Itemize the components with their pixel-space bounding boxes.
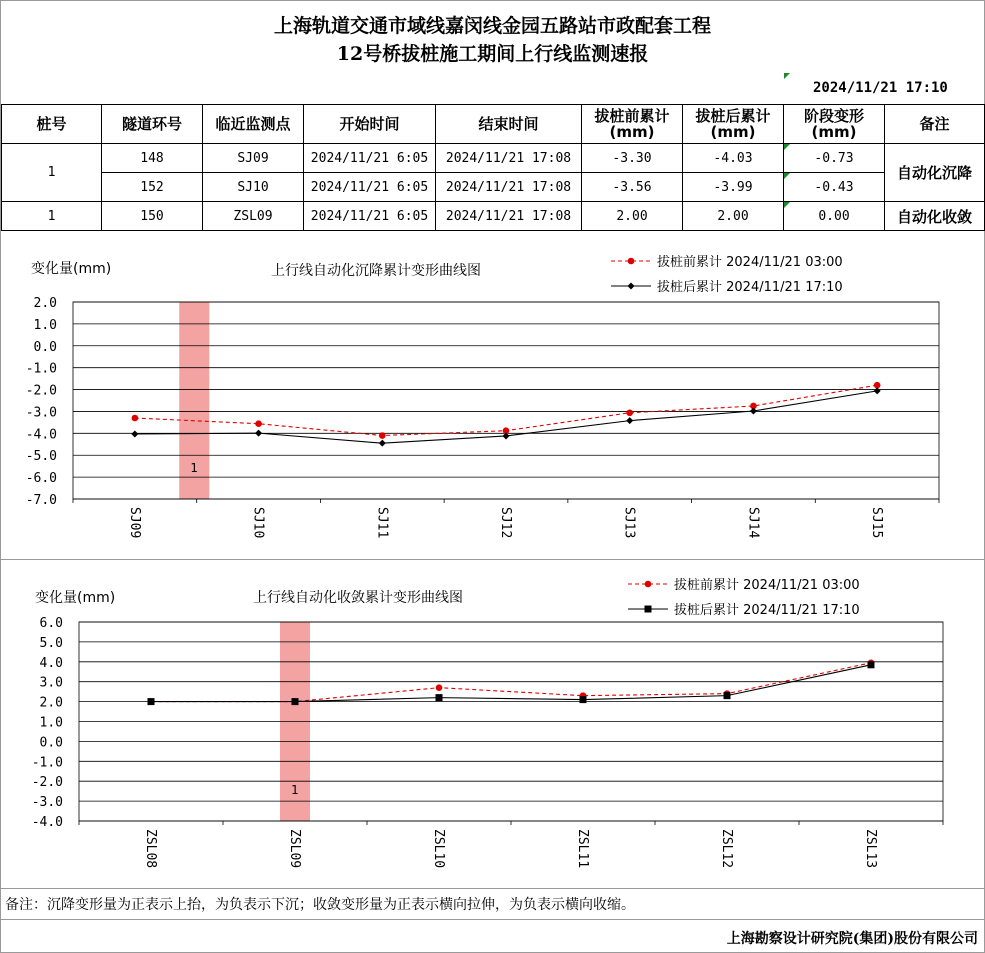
col-header-end: 结束时间 — [436, 105, 582, 144]
cell-pile: 1 — [2, 144, 102, 202]
y-tick-label: -6.0 — [25, 471, 57, 487]
y-tick-label: 5.0 — [39, 635, 63, 651]
cell-after: -4.03 — [683, 144, 784, 173]
x-tick-label: SJ13 — [621, 507, 637, 539]
cell-flag-icon — [784, 73, 790, 79]
cell-stage — [784, 173, 885, 202]
y-tick-label: -1.0 — [25, 361, 57, 377]
y-tick-label: 6.0 — [39, 616, 63, 631]
data-point — [131, 430, 138, 437]
highlight-label: 1 — [190, 461, 199, 475]
data-point — [724, 692, 731, 699]
table-row — [2, 144, 985, 173]
y-tick-label: -1.0 — [31, 755, 63, 771]
x-tick-label: ZSL11 — [575, 829, 590, 869]
legend-label: 拔桩后累计 2024/11/21 17:10 — [674, 603, 860, 618]
report-title: 上海轨道交通市域线嘉闵线金园五路站市政配套工程 — [273, 15, 711, 37]
y-tick-label: -4.0 — [31, 815, 63, 830]
monitoring-table — [1, 104, 985, 231]
cell-start: 2024/11/21 6:05 — [304, 202, 436, 231]
cell-stage — [784, 202, 885, 231]
col-header-before: 拔桩前累计(mm) — [582, 105, 683, 144]
legend-label: 拔桩前累计 2024/11/21 03:00 — [657, 255, 843, 270]
cell-end: 2024/11/21 17:08 — [436, 202, 582, 231]
col-header-stage: 阶段变形(mm) — [784, 105, 885, 144]
col-header-start: 开始时间 — [304, 105, 436, 144]
cell-ring: 148 — [102, 144, 203, 173]
x-tick-label: ZSL09 — [287, 829, 302, 869]
y-tick-label: 1.0 — [39, 715, 63, 731]
cell-before: -3.30 — [582, 144, 683, 173]
y-tick-label: 3.0 — [39, 675, 63, 691]
table-header-row — [2, 105, 985, 144]
data-point — [132, 415, 139, 422]
x-tick-label: SJ14 — [745, 507, 761, 539]
legend-label: 拔桩后累计 2024/11/21 17:10 — [657, 280, 843, 295]
y-tick-label: 2.0 — [39, 695, 63, 711]
col-header-after: 拔桩后累计(mm) — [683, 105, 784, 144]
section-divider — [1, 888, 984, 889]
cell-flag-icon — [784, 144, 790, 150]
data-point — [626, 409, 633, 416]
y-tick-label: 1.0 — [33, 317, 57, 333]
y-tick-label: -3.0 — [25, 405, 57, 421]
x-tick-label: SJ10 — [250, 507, 266, 539]
section-divider — [1, 919, 984, 920]
y-tick-label: 0.0 — [33, 339, 57, 355]
x-tick-label: ZSL10 — [431, 829, 446, 869]
cell-before: 2.00 — [582, 202, 683, 231]
cell-ring: 150 — [102, 202, 203, 231]
data-point — [645, 606, 652, 613]
series-line — [151, 663, 871, 702]
cell-remark: 自动化沉降 — [885, 144, 985, 202]
cell-end: 2024/11/21 17:08 — [436, 144, 582, 173]
data-point — [580, 696, 587, 703]
y-tick-label: -2.0 — [25, 383, 57, 399]
cell-pile: 1 — [2, 202, 102, 231]
chart-ylabel: 变化量(mm) — [35, 590, 116, 606]
data-point — [436, 694, 443, 701]
data-point — [645, 581, 652, 588]
y-tick-label: -2.0 — [31, 775, 63, 791]
x-tick-label: SJ12 — [498, 507, 513, 539]
y-tick-label: -7.0 — [25, 493, 57, 508]
cell-flag-icon — [784, 173, 790, 179]
x-tick-label: ZSL13 — [863, 829, 878, 869]
company-name: 上海勘察设计研究院(集团)股份有限公司 — [726, 931, 978, 947]
cell-after: -3.99 — [683, 173, 784, 202]
data-point — [874, 387, 881, 394]
legend-label: 拔桩前累计 2024/11/21 03:00 — [674, 578, 860, 593]
cell-stage-value: -0.73 — [814, 150, 854, 166]
cell-point: ZSL09 — [203, 202, 304, 231]
cell-start: 2024/11/21 6:05 — [304, 173, 436, 202]
cell-after: 2.00 — [683, 202, 784, 231]
cell-flag-icon — [784, 202, 790, 208]
cell-start: 2024/11/21 6:05 — [304, 144, 436, 173]
convergence-chart — [1, 560, 984, 887]
report-time: 2024/11/21 17:10 — [813, 80, 948, 96]
table-row — [2, 202, 985, 231]
y-tick-label: -5.0 — [25, 449, 57, 465]
cell-stage-value: -0.43 — [814, 179, 854, 195]
chart-title: 上行线自动化收敛累计变形曲线图 — [253, 590, 463, 606]
data-point — [626, 417, 633, 424]
y-tick-label: 0.0 — [39, 735, 63, 751]
y-tick-label: -4.0 — [25, 427, 57, 443]
data-point — [379, 440, 386, 447]
data-point — [436, 684, 443, 691]
cell-remark: 自动化收敛 — [885, 202, 985, 231]
y-tick-label: 2.0 — [33, 296, 57, 311]
x-tick-label: SJ15 — [869, 507, 885, 539]
data-point — [628, 283, 635, 290]
footer-note: 备注：沉降变形量为正表示上抬，为负表示下沉；收敛变形量为正表示横向拉伸，为负表示横向收缩。 — [5, 897, 635, 913]
data-point — [868, 661, 875, 668]
col-header-pile: 桩号 — [2, 105, 102, 144]
cell-before: -3.56 — [582, 173, 683, 202]
settlement-chart — [1, 233, 984, 559]
cell-stage — [784, 144, 885, 173]
cell-point: SJ09 — [203, 144, 304, 173]
chart-ylabel: 变化量(mm) — [31, 261, 112, 277]
col-header-remark: 备注 — [885, 105, 985, 144]
x-tick-label: ZSL12 — [719, 829, 734, 869]
x-tick-label: SJ11 — [374, 507, 390, 539]
cell-stage-value: 0.00 — [818, 208, 850, 224]
y-tick-label: 4.0 — [39, 655, 63, 671]
data-point — [379, 432, 386, 439]
x-tick-label: SJ09 — [126, 507, 142, 539]
data-point — [628, 258, 635, 265]
table-row — [2, 173, 985, 202]
y-tick-label: -3.0 — [31, 795, 63, 811]
highlight-label: 1 — [291, 783, 299, 797]
cell-point: SJ10 — [203, 173, 304, 202]
x-tick-label: ZSL08 — [143, 829, 158, 869]
series-line — [151, 665, 871, 702]
data-point — [255, 430, 262, 437]
col-header-ring: 隧道环号 — [102, 105, 203, 144]
chart-title: 上行线自动化沉降累计变形曲线图 — [271, 263, 481, 279]
data-point — [292, 698, 299, 705]
report-subtitle: 12号桥拔桩施工期间上行线监测速报 — [336, 43, 649, 65]
cell-ring: 152 — [102, 173, 203, 202]
cell-end: 2024/11/21 17:08 — [436, 173, 582, 202]
data-point — [750, 408, 757, 415]
data-point — [148, 698, 155, 705]
col-header-point: 临近监测点 — [203, 105, 304, 144]
data-point — [255, 420, 262, 427]
